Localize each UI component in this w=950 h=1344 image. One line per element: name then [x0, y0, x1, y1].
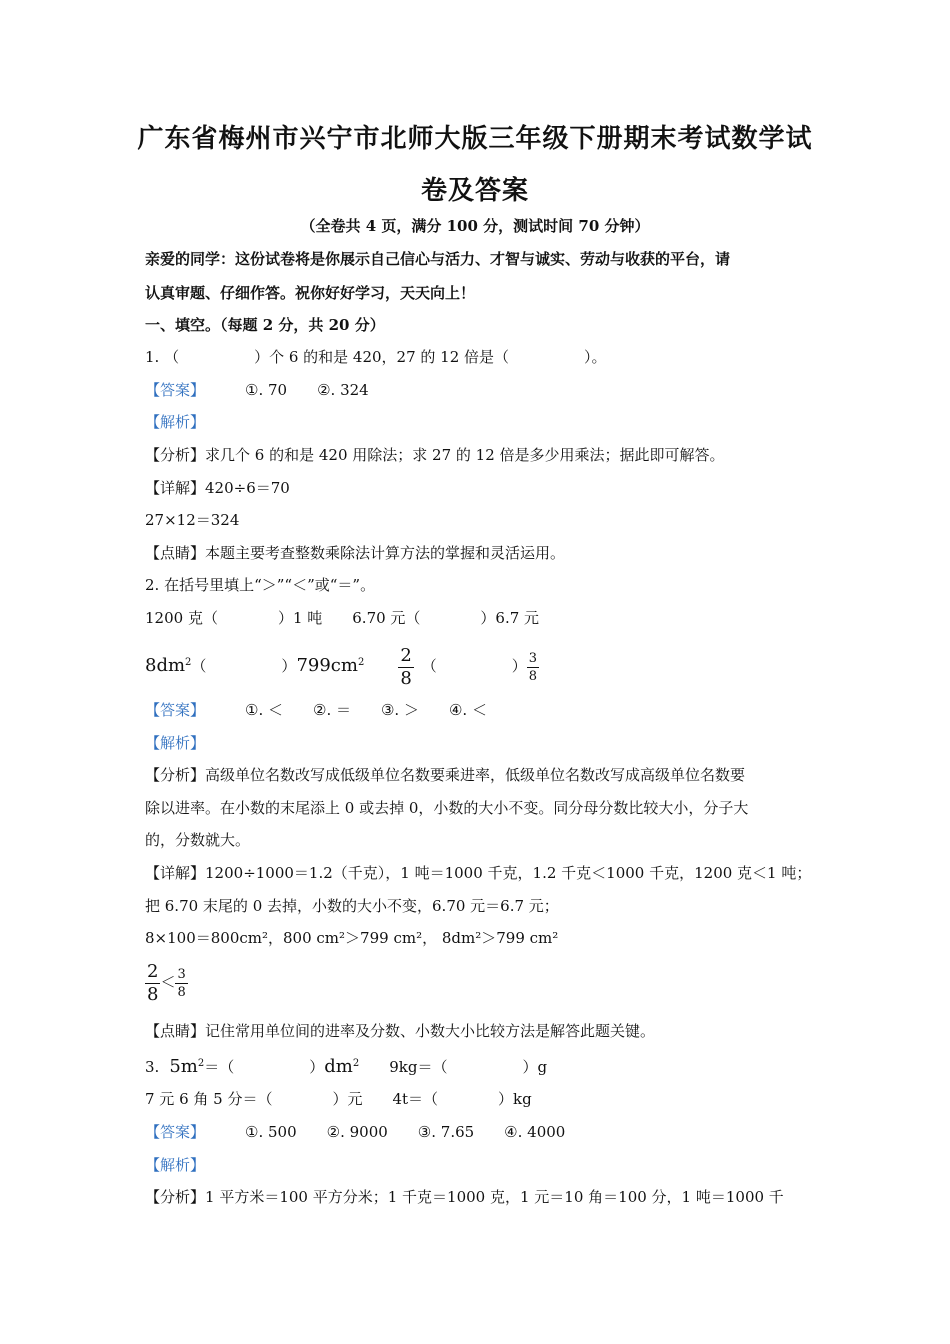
fraction-denominator: 8: [177, 984, 186, 1000]
q3-fenxi: 1 平方米＝100 平方分米；1 千克＝1000 克，1 元＝10 角＝100 分，1 吨＝1000 千: [205, 1188, 784, 1206]
q2-paren2: （ ）: [421, 657, 527, 675]
q1-answer: ①. 70 ②. 324: [245, 381, 369, 399]
q3-fenxi-row: [145, 1187, 784, 1207]
q2-row1: 1200 克（ ）1 吨 6.70 元（ ）6.7 元: [145, 609, 540, 627]
fraction-denominator: 8: [147, 983, 159, 1005]
q2-8dm: 8dm: [145, 655, 186, 676]
q2-dianjing: 记住常用单位间的进率及分数、小数大小比较方法是解答此题关键。: [205, 1022, 656, 1040]
fenxi-label: 【分析】: [145, 446, 206, 464]
q1-xiangjie1: 420÷6＝70: [205, 479, 290, 497]
q3-row1: [145, 1054, 547, 1077]
q2-8dm-sup: 2: [185, 657, 192, 668]
compare-sign: ＜: [160, 973, 176, 991]
q3-9kg: 9kg＝（ ）g: [389, 1058, 548, 1076]
q2-paren1: （ ）: [191, 657, 297, 675]
q3-dm2: dm: [324, 1056, 353, 1077]
dianjing-label: 【点睛】: [145, 544, 206, 562]
q1-dianjing-row: [145, 543, 565, 563]
doc-subtitle: （全卷共 4 页，满分 100 分，测试时间 70 分钟）: [300, 217, 650, 235]
doc-title-line1: 广东省梅州市兴宁市北师大版三年级下册期末考试数学试: [137, 124, 813, 154]
q3-answer: ①. 500 ②. 9000 ③. 7.65 ④. 4000: [245, 1123, 566, 1141]
q2-stem: 2. 在括号里填上“＞”“＜”或“＝”。: [145, 576, 376, 594]
q2-799cm: 799cm: [296, 655, 358, 676]
fraction-numerator: 3: [528, 650, 538, 666]
section-heading: 一、填空。（每题 2 分，共 20 分）: [145, 316, 385, 334]
q2-jiexi-label: 【解析】: [145, 734, 206, 752]
intro-line2: 认真审题、仔细作答。祝你好好学习，天天向上！: [145, 284, 476, 302]
q1-xiangjie2: 27×12＝324: [145, 511, 240, 529]
q1-xiangjie-row: [145, 478, 290, 498]
q1-fenxi: 求几个 6 的和是 420 用除法；求 27 的 12 倍是多少用乘法；据此即可解答。: [205, 446, 725, 464]
q2-answer: ①. ＜ ②. ＝ ③. ＞ ④. ＜: [245, 701, 487, 719]
xiangjie-label: 【详解】: [145, 864, 206, 882]
fraction-denominator: 8: [400, 667, 412, 689]
q2-xiangjie3: 8×100＝800cm²，800 cm²＞799 cm²， 8dm²＞799 cm²: [145, 929, 559, 947]
intro-line1: 亲爱的同学：这份试卷将是你展示自己信心与活力、才智与诚实、劳动与收获的平台，请: [145, 250, 731, 268]
fenxi-label: 【分析】: [145, 766, 206, 784]
q3-5m2-sup: 2: [197, 1058, 205, 1069]
q2-799cm-sup: 2: [357, 657, 365, 668]
doc-title-line2: 卷及答案: [420, 176, 529, 206]
q2-fraction-3-8: [527, 652, 539, 683]
answer-label: 【答案】: [145, 701, 206, 719]
q2-xiangjie1: 1200÷1000＝1.2（千克），1 吨＝1000 千克，1.2 千克＜1000 千克，1200 克＜1 吨；: [205, 864, 812, 882]
q2-fraction-2-8: [398, 644, 413, 689]
q2-answer-row: [145, 700, 487, 720]
q2-fenxi1: 高级单位名数改写成低级单位名数要乘进率，低级单位名数改写成高级单位名数要: [205, 766, 746, 784]
q3-row2: 7 元 6 角 5 分＝（ ）元 4t＝（ ）kg: [145, 1090, 532, 1108]
q1-jiexi-label: 【解析】: [145, 413, 206, 431]
q3-answer-row: [145, 1122, 565, 1142]
q2-fenxi2: 除以进率。在小数的末尾添上 0 或去掉 0，小数的大小不变。同分母分数比较大小，分子大: [145, 799, 749, 817]
xiangjie-label: 【详解】: [145, 479, 206, 497]
q2-fraction-compare: [145, 960, 188, 1004]
q2-row2: [145, 641, 539, 688]
fraction-denominator: 8: [528, 668, 538, 684]
q1-answer-row: [145, 380, 369, 400]
q1-fenxi-row: [145, 445, 725, 465]
compare-fraction-2-8: [145, 960, 160, 1005]
q3-5m2: 5m: [169, 1056, 198, 1077]
q3-paren-a: ＝（ ）: [204, 1058, 325, 1076]
fraction-numerator: 2: [400, 644, 412, 666]
q2-xiangjie-row: [145, 863, 811, 883]
answer-label: 【答案】: [145, 1123, 206, 1141]
q2-xiangjie2: 把 6.70 末尾的 0 去掉，小数的大小不变，6.70 元＝6.7 元；: [145, 897, 559, 915]
compare-fraction-3-8: [175, 968, 187, 999]
q1-stem: 1. （ ）个 6 的和是 420，27 的 12 倍是（ ）。: [145, 348, 607, 366]
q3-dm2-sup: 2: [352, 1058, 360, 1069]
q3-jiexi-label: 【解析】: [145, 1156, 206, 1174]
answer-label: 【答案】: [145, 381, 206, 399]
dianjing-label: 【点睛】: [145, 1022, 206, 1040]
fraction-numerator: 2: [147, 960, 159, 982]
q2-fenxi3: 的，分数就大。: [145, 831, 251, 849]
q1-dianjing: 本题主要考查整数乘除法计算方法的掌握和灵活运用。: [205, 544, 566, 562]
q2-fenxi-row: [145, 765, 745, 785]
q3-number: 3.: [145, 1058, 160, 1076]
fenxi-label: 【分析】: [145, 1188, 206, 1206]
fraction-numerator: 3: [177, 966, 186, 982]
q2-dianjing-row: [145, 1021, 655, 1041]
